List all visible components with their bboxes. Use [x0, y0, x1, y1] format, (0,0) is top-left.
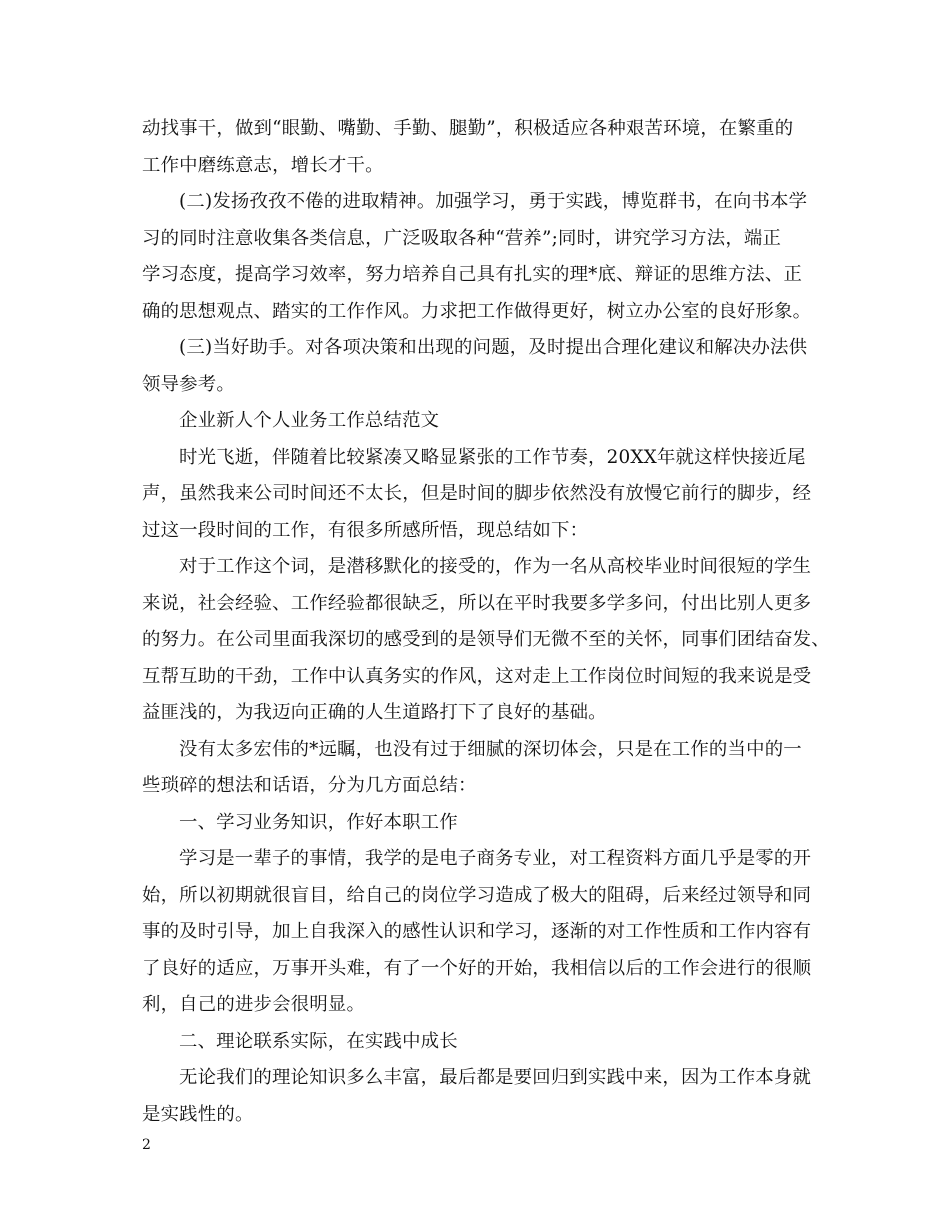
text-line: 了良好的适应，万事开头难，有了一个好的开始，我相信以后的工作会进行的很顺 [142, 957, 812, 979]
text-line: 过这一段时间的工作，有很多所感所悟，现总结如下： [142, 519, 589, 541]
text-line: 事的及时引导，加上自我深入的感性认识和学习，逐渐的对工作性质和工作内容有 [142, 921, 812, 942]
text-line: 企业新人个人业务工作总结范文 [179, 410, 440, 431]
text-line: 学习是一辈子的事情，我学的是电子商务专业，对工程资料方面几乎是零的开 [179, 848, 812, 869]
text-line: 始，所以初期就很盲目，给自己的岗位学习造成了极大的阻碍，后来经过领导和同 [142, 884, 812, 906]
text-line: 没有太多宏伟的*远瞩，也没有过于细腻的深切体会，只是在工作的当中的一 [179, 738, 802, 760]
text-line: (二)发扬孜孜不倦的进取精神。加强学习，勇于实践，博览群书，在向书本学 [179, 191, 808, 212]
text-line: 互帮互助的干劲，工作中认真务实的作风，这对走上工作岗位时间短的我来说是受 [142, 665, 812, 687]
text-line: 的努力。在公司里面我深切的感受到的是领导们无微不至的关怀，同事们团结奋发、 [142, 629, 830, 650]
text-line: 利，自己的进步会很明显。 [142, 994, 366, 1015]
text-line: 无论我们的理论知识多么丰富，最后都是要回归到实践中来，因为工作本身就 [179, 1067, 812, 1088]
text-line: 习的同时注意收集各类信息，广泛吸取各种“营养”;同时，讲究学习方法，端正 [142, 227, 782, 249]
text-line: 来说，社会经验、工作经验都很缺乏，所以在平时我要多学多问，付出比别人更多 [142, 592, 812, 614]
text-line: 二、理论联系实际，在实践中成长 [179, 1030, 458, 1052]
text-line: 声，虽然我来公司时间还不太长，但是时间的脚步依然没有放慢它前行的脚步，经 [142, 483, 812, 504]
text-line: 对于工作这个词，是潜移默化的接受的，作为一名从高校毕业时间很短的学生 [179, 556, 812, 577]
text-line: 些琐碎的想法和话语，分为几方面总结： [142, 775, 477, 796]
document-body [142, 111, 830, 1133]
text-line: 领导参考。 [142, 373, 235, 395]
text-line: 动找事干，做到“眼勤、嘴勤、手勤、腿勤”，积极适应各种艰苦环境，在繁重的 [142, 118, 794, 139]
text-line: (三)当好助手。对各项决策和出现的问题，及时提出合理化建议和解决办法供 [179, 337, 808, 358]
text-line: 确的思想观点、踏实的工作作风。力求把工作做得更好，树立办公室的良好形象。 [142, 300, 812, 322]
page-number: 2 [142, 1137, 151, 1153]
text-line: 时光飞逝，伴随着比较紧凑又略显紧张的工作节奏，20XX年就这样快接近尾 [179, 446, 806, 468]
text-line: 学习态度，提高学习效率，努力培养自己具有扎实的理*底、辩证的思维方法、正 [142, 264, 803, 285]
text-line: 一、学习业务知识，作好本职工作 [179, 811, 458, 833]
text-line: 工作中磨练意志，增长才干。 [142, 154, 384, 176]
text-line: 是实践性的。 [142, 1103, 254, 1125]
text-line: 益匪浅的，为我迈向正确的人生道路打下了良好的基础。 [142, 702, 607, 723]
